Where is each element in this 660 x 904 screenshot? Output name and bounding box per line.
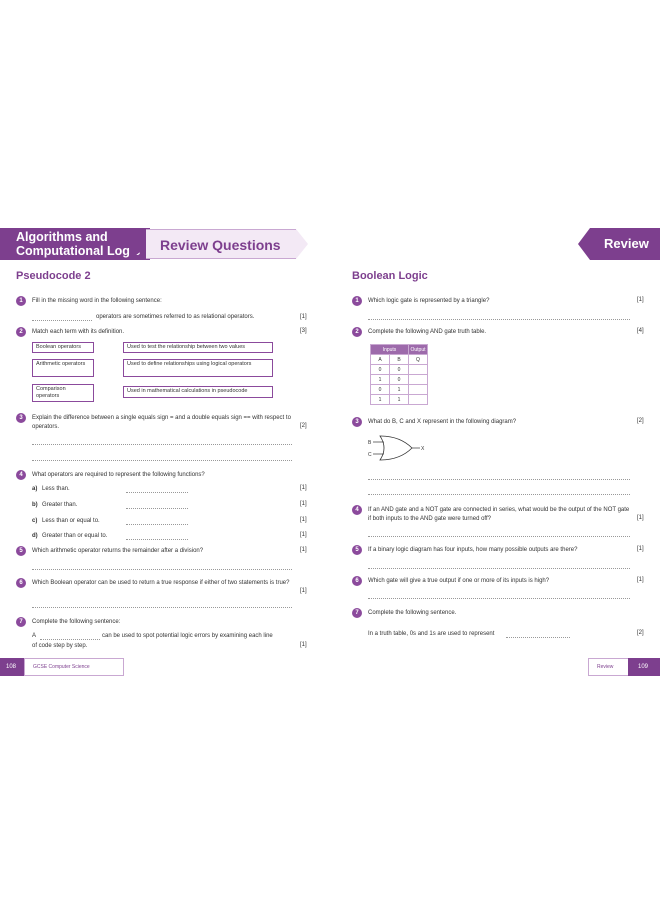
table-cell: 0	[371, 385, 390, 395]
review-questions-title: Review Questions	[146, 229, 296, 259]
question-number: 3	[16, 413, 26, 423]
table-output-cell[interactable]	[409, 365, 428, 375]
mark: [4]	[637, 328, 644, 334]
question-number: 2	[16, 327, 26, 337]
question-text: Complete the following sentence.	[368, 610, 457, 616]
question-text: Which logic gate is represented by a triangle?	[368, 298, 490, 304]
question-number: 7	[352, 608, 362, 618]
question-text: Which Boolean operator can be used to return a true response if either of two statements is true?	[32, 580, 290, 586]
table-cell: 1	[371, 395, 390, 405]
question-text: Fill in the missing word in the following sentence:	[32, 298, 162, 304]
mark: [2]	[300, 423, 307, 429]
definition-box[interactable]: Used to define relationships using logical operators	[123, 359, 273, 377]
definition-box[interactable]: Used in mathematical calculations in pseudocode	[123, 386, 273, 398]
answer-line[interactable]	[368, 494, 630, 495]
review-questions-arrow	[296, 229, 308, 259]
mark: [1]	[637, 577, 644, 583]
answer-line[interactable]	[32, 569, 292, 570]
answer-blank[interactable]	[126, 524, 188, 525]
sentence-end: of code step by step.	[32, 643, 88, 649]
mark: [3]	[300, 328, 307, 334]
question-text: What do B, C and X represent in the following diagram?	[368, 419, 517, 425]
answer-line[interactable]	[32, 460, 292, 461]
logic-gate-diagram	[366, 434, 430, 464]
question-number: 3	[352, 417, 362, 427]
answer-line[interactable]	[368, 319, 630, 320]
question-text: Match each term with its definition.	[32, 329, 125, 335]
question-text: Which arithmetic operator returns the remainder after a division?	[32, 548, 204, 554]
subquestion-text: Greater than.	[42, 502, 78, 508]
question-number: 6	[16, 578, 26, 588]
answer-line[interactable]	[32, 444, 292, 445]
mark: [1]	[300, 485, 307, 491]
chapter-title-line1: Algorithms and	[16, 230, 108, 244]
question-number: 6	[352, 576, 362, 586]
question-text: What operators are required to represent the following functions?	[32, 472, 205, 478]
mark: [1]	[300, 588, 307, 594]
mark: [1]	[300, 501, 307, 507]
question-number: 4	[16, 470, 26, 480]
subquestion-text: Greater than or equal to.	[42, 533, 108, 539]
table-row	[371, 385, 428, 395]
subquestion-label: b)	[32, 502, 38, 508]
table-header-inputs: Inputs	[371, 345, 409, 355]
question-text: operators are sometimes referred to as relational operators.	[96, 314, 255, 320]
mark: [2]	[637, 418, 644, 424]
mark: [1]	[637, 297, 644, 303]
table-row	[371, 375, 428, 385]
question-text: If an AND gate and a NOT gate are connected in series, what would be the output of the NOT gate if both inputs to the AND gate were turned off?	[368, 507, 630, 522]
table-cell: 1	[371, 375, 390, 385]
sentence-text: can be used to spot potential logic errors by examining each line	[102, 633, 273, 639]
question-text: Complete the following sentence:	[32, 619, 121, 625]
mark: [1]	[300, 642, 307, 648]
table-col-b: B	[390, 355, 409, 365]
subquestion-label: d)	[32, 533, 38, 539]
table-cell: 1	[390, 385, 409, 395]
question-number: 1	[16, 296, 26, 306]
definition-box[interactable]: Used to test the relationship between two values	[123, 342, 273, 353]
book-title: GCSE Computer Science	[24, 658, 124, 676]
table-col-a: A	[371, 355, 390, 365]
table-cell: 0	[371, 365, 390, 375]
truth-table	[370, 344, 428, 405]
table-cell: 0	[390, 375, 409, 385]
question-number: 1	[352, 296, 362, 306]
chapter-title-line2: Computational Logic	[16, 244, 141, 258]
review-tab: Review	[590, 228, 660, 260]
mark: [1]	[300, 517, 307, 523]
subquestion-text: Less than.	[42, 486, 70, 492]
question-text: If a binary logic diagram has four inputs, how many possible outputs are there?	[368, 547, 578, 553]
page-number-right: 109	[628, 658, 660, 676]
answer-blank[interactable]	[32, 320, 92, 321]
question-number: 5	[352, 545, 362, 555]
sentence-start: A	[32, 633, 37, 639]
diagram-label-c: C	[368, 452, 372, 458]
table-col-q: Q	[409, 355, 428, 365]
question-number: 2	[352, 327, 362, 337]
review-arrow	[578, 228, 590, 260]
question-text: Explain the difference between a single equals sign = and a double equals sign == with respect to operators.	[32, 415, 291, 430]
term-box[interactable]: Arithmetic operators	[32, 359, 94, 377]
subquestion-text: Less than or equal to.	[42, 518, 100, 524]
sentence-text: In a truth table, 0s and 1s are used to represent	[368, 631, 495, 637]
question-number: 4	[352, 505, 362, 515]
section-title-pseudocode: Pseudocode 2	[16, 270, 91, 282]
or-gate-icon	[380, 436, 412, 460]
table-row	[371, 365, 428, 375]
table-output-cell[interactable]	[409, 395, 428, 405]
mark: [2]	[637, 630, 644, 636]
answer-line[interactable]	[368, 568, 630, 569]
diagram-label-b: B	[368, 440, 372, 446]
table-output-cell[interactable]	[409, 375, 428, 385]
mark: [1]	[300, 532, 307, 538]
question-number: 7	[16, 617, 26, 627]
answer-line[interactable]	[368, 479, 630, 480]
question-text: Which gate will give a true output if one or more of its inputs is high?	[368, 578, 550, 584]
answer-line[interactable]	[368, 598, 630, 599]
answer-blank[interactable]	[40, 639, 100, 640]
diagram-label-x: X	[421, 446, 425, 452]
answer-line[interactable]	[32, 607, 292, 608]
answer-blank[interactable]	[126, 508, 188, 509]
section-title-boolean-logic: Boolean Logic	[352, 270, 428, 282]
question-text: Complete the following AND gate truth table.	[368, 329, 487, 335]
term-box[interactable]: Boolean operators	[32, 342, 94, 353]
subquestion-label: c)	[32, 518, 38, 524]
answer-blank[interactable]	[126, 492, 188, 493]
table-output-cell[interactable]	[409, 385, 428, 395]
answer-blank[interactable]	[506, 637, 570, 638]
table-header-output: Output	[410, 346, 426, 353]
mark: [1]	[300, 547, 307, 553]
answer-blank[interactable]	[126, 539, 188, 540]
table-row	[371, 395, 428, 405]
question-number: 5	[16, 546, 26, 556]
mark: [1]	[300, 314, 307, 320]
answer-line[interactable]	[368, 536, 630, 537]
term-box[interactable]: Comparison operators	[32, 384, 94, 402]
chapter-title	[0, 228, 150, 260]
page-number-left: 108	[0, 658, 24, 676]
mark: [1]	[637, 546, 644, 552]
table-cell: 0	[390, 365, 409, 375]
review-label: Review	[588, 658, 636, 676]
mark: [1]	[637, 515, 644, 521]
table-cell: 1	[390, 395, 409, 405]
subquestion-label: a)	[32, 486, 38, 492]
